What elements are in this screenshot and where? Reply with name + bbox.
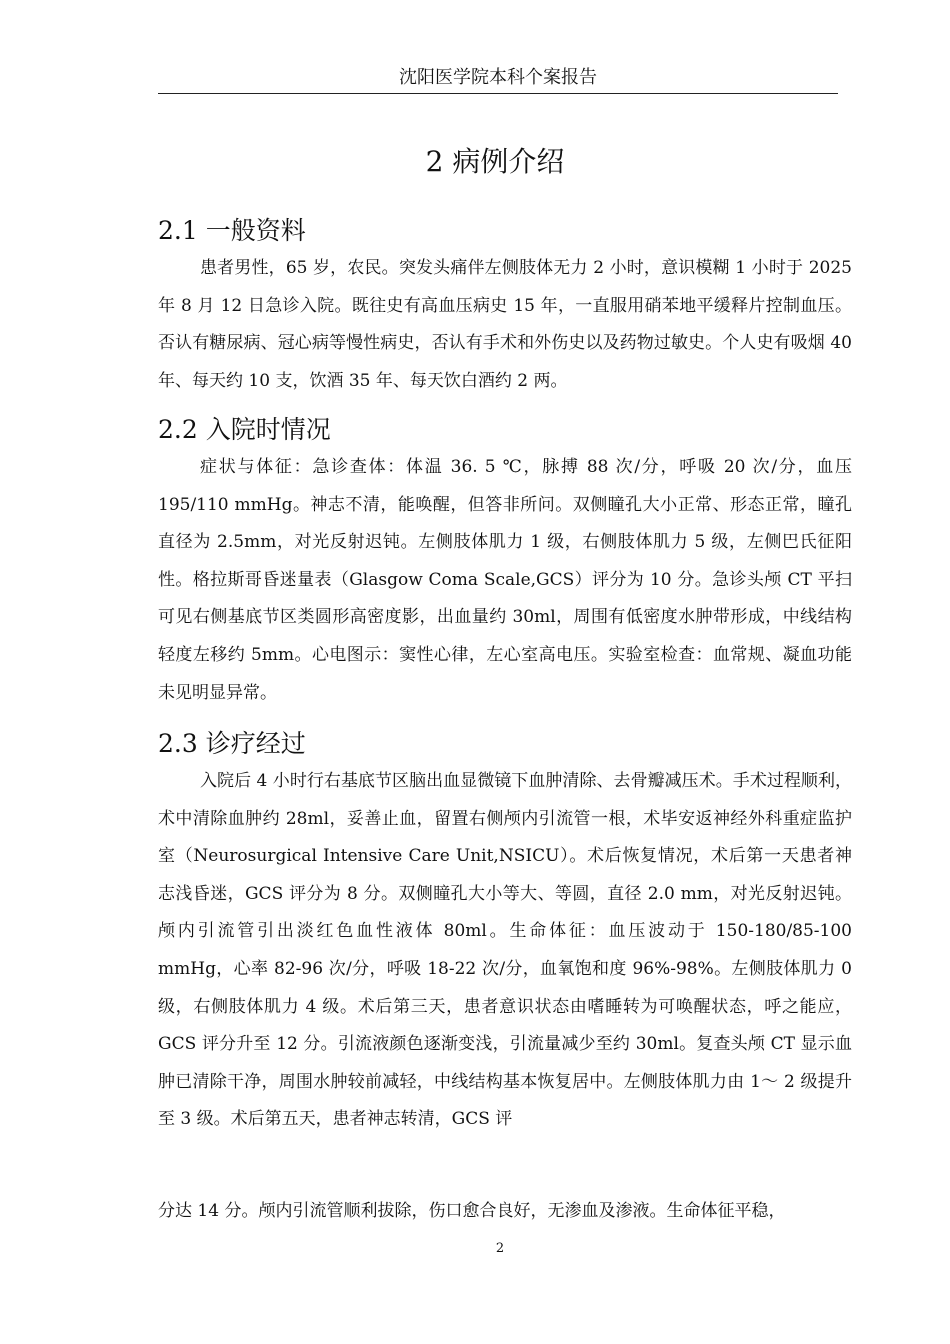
header-divider bbox=[158, 93, 838, 94]
section-heading-treatment: 2.3 诊疗经过 bbox=[158, 729, 306, 758]
section-paragraph-admission: 症状与体征：急诊查体：体温 36. 5 ℃，脉搏 88 次/分，呼吸 20 次/分，血压 195/110 mmHg。神志不清，能唤醒，但答非所问。双侧瞳孔大小正常、形态正常，瞳孔直径为 2.5mm，对光反射迟钝。左侧肢体肌力 1 级，右侧肢体肌力 5 级，左侧巴氏征阳性。格拉斯哥昏迷量表（Glasgow Coma Scale,GCS）评分为 10 分。急诊头颅 CT 平扫可见右侧基底节区类圆形高密度影，出血量约 30ml，周围有低密度水肿带形成，中线结构轻度左移约 5mm。心电图示：窦性心律，左心室高电压。实验室检查：血常规、凝血功能未见明显异常。 bbox=[158, 457, 852, 703]
chapter-title: 2 病例介绍 bbox=[425, 145, 565, 178]
section-paragraph-treatment: 入院后 4 小时行右基底节区脑出血显微镜下血肿清除、去骨瓣减压术。手术过程顺利，术中清除血肿约 28ml，妥善止血，留置右侧颅内引流管一根，术毕安返神经外科重症监护室（Neurosurgical Intensive Care Unit,NSICU）。术后恢复情况，术后第一天患者神志浅昏迷，GCS 评分为 8 分。双侧瞳孔大小等大、等圆，直径 2.0 mm，对光反射迟钝。颅内引流管引出淡红色血性液体 80ml。生命体征：血压波动于 150-180/85-100 mmHg，心率 82-96 次/分，呼吸 18-22 次/分，血氧饱和度 96%-98%。左侧肢体肌力 0 级，右侧肢体肌力 4 级。术后第三天，患者意识状态由嗜睡转为可唤醒状态，呼之能应，GCS 评分升至 12 分。引流液颜色逐渐变浅，引流量减少至约 30ml。复查头颅 CT 显示血肿已清除干净，周围水肿较前减轻，中线结构基本恢复居中。左侧肢体肌力由 1～ 2 级提升至 3 级。术后第五天，患者神志转清，GCS 评 bbox=[158, 771, 852, 1130]
section-paragraph-general-info: 患者男性，65 岁，农民。突发头痛伴左侧肢体无力 2 小时，意识模糊 1 小时于 2025 年 8 月 12 日急诊入院。既往史有高血压病史 15 年，一直服用硝苯地平缓释片控制血压。否认有糖尿病、冠心病等慢性病史，否认有手术和外伤史以及药物过敏史。个人史有吸烟 40 年、每天约 10 支，饮酒 35 年、每天饮白酒约 2 两。 bbox=[158, 258, 852, 391]
section-heading-general-info: 2.1 一般资料 bbox=[158, 216, 306, 245]
running-header: 沈阳医学院本科个案报告 bbox=[399, 67, 597, 88]
page-number: 2 bbox=[495, 1241, 505, 1256]
section-paragraph-treatment-continued: 分达 14 分。颅内引流管顺利拔除，伤口愈合良好，无渗血及渗液。生命体征平稳， bbox=[158, 1201, 786, 1221]
section-heading-admission: 2.2 入院时情况 bbox=[158, 415, 331, 444]
